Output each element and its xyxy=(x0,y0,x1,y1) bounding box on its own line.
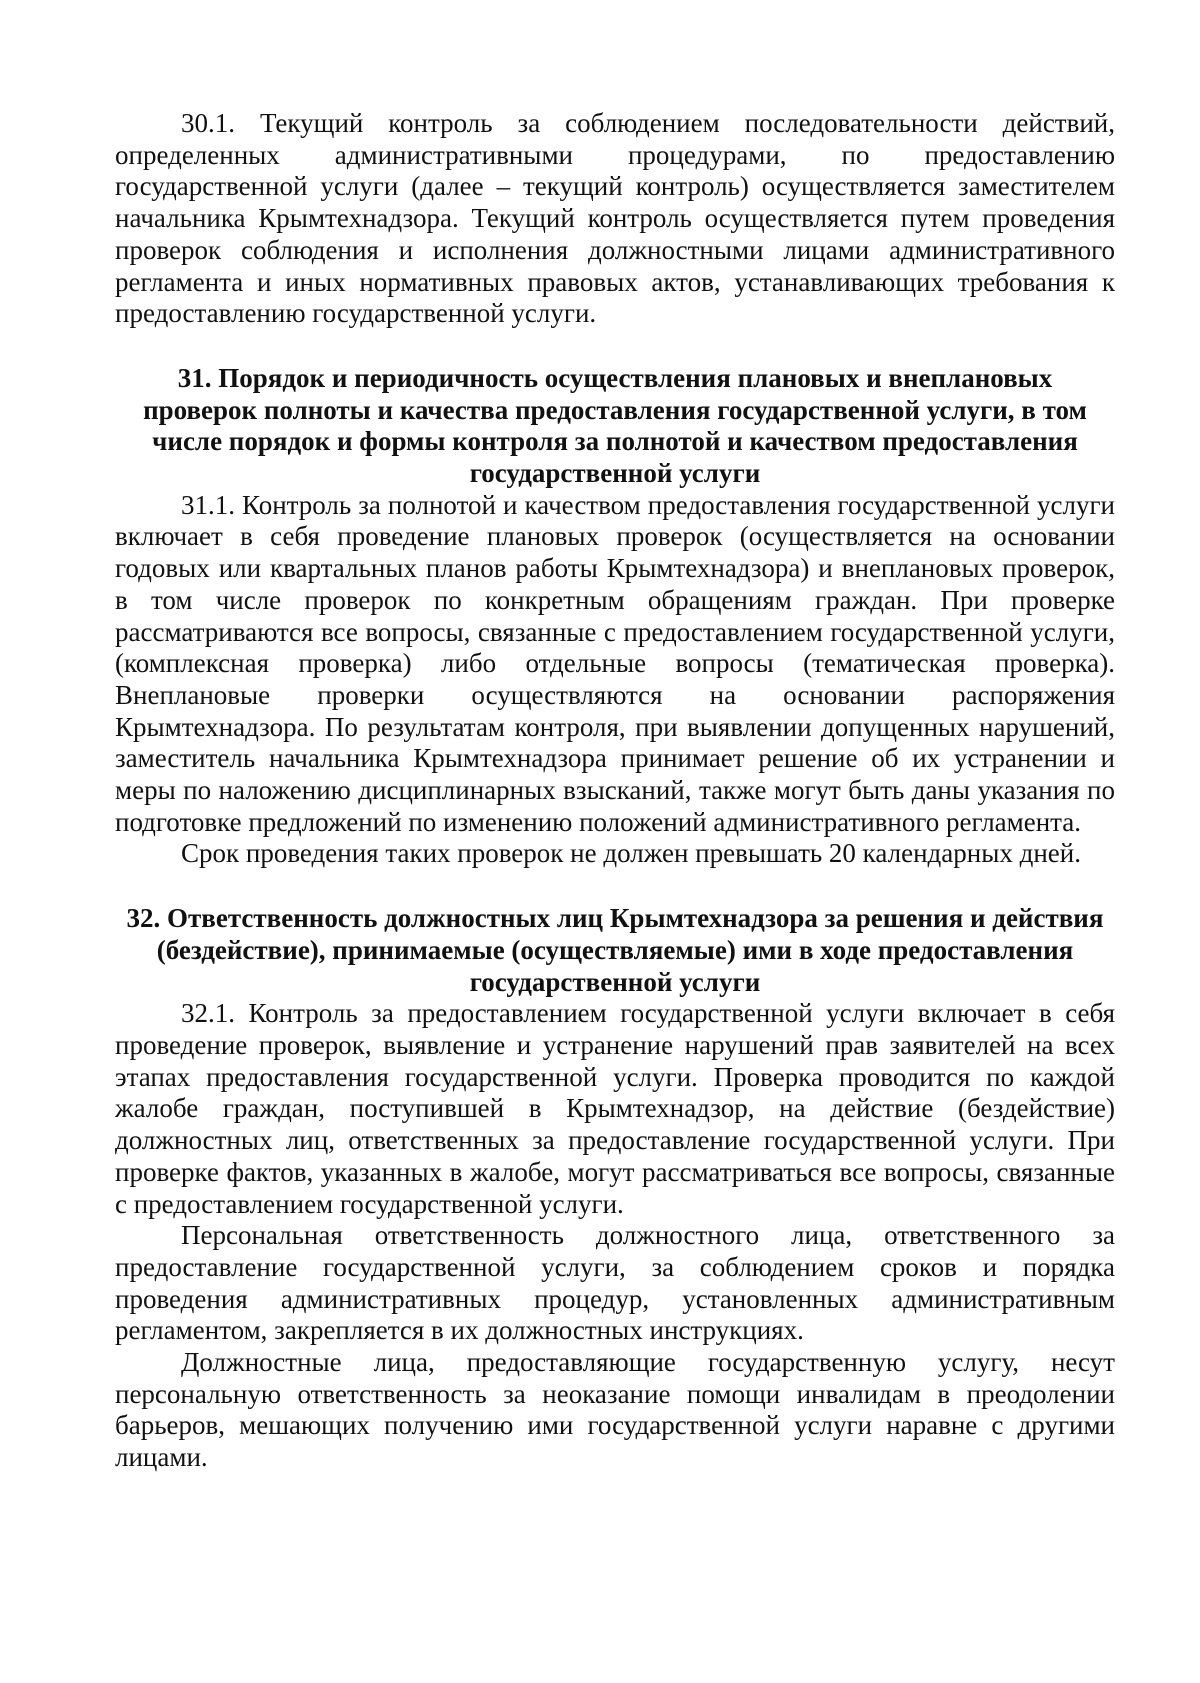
paragraph-32-personal: Персональная ответственность должностного лица, ответственного за предоставление государственной услуги, за соблюдением сроков и порядка проведения административных процедур, установленных административным регламентом, закрепляется в их должностных инструкциях. xyxy=(115,1220,1115,1346)
document-body xyxy=(115,108,1115,1474)
paragraph-32-disabled: Должностные лица, предоставляющие государственную услугу, несут персональную ответственность за неоказание помощи инвалидам в преодолении барьеров, мешающих получению ими государственной услуги наравне с другими лицами. xyxy=(115,1347,1115,1473)
paragraph-32-1: 32.1. Контроль за предоставлением государственной услуги включает в себя проведение проверок, выявление и устранение нарушений прав заявителей на всех этапах предоставления государственной услуги. Проверка проводится по каждой жалобе граждан, поступившей в Крымтехнадзор, на действие (бездействие) должностных лиц, ответственных за предоставление государственной услуги. При проверке фактов, указанных в жалобе, могут рассматриваться все вопросы, связанные с предоставлением государственной услуги. xyxy=(115,998,1115,1219)
paragraph-30-1: 30.1. Текущий контроль за соблюдением последовательности действий, определенных административными процедурами, по предоставлению государственной услуги (далее – текущий контроль) осуществляется заместителем начальника Крымтехнадзора. Текущий контроль осуществляется путем проведения проверок соблюдения и исполнения должностными лицами административного регламента и иных нормативных правовых актов, устанавливающих требования к предоставлению государственной услуги. xyxy=(115,108,1115,329)
paragraph-31-1: 31.1. Контроль за полнотой и качеством предоставления государственной услуги включает в себя проведение плановых проверок (осуществляется на основании годовых или квартальных планов работы Крымтехнадзора) и внеплановых проверок, в том числе проверок по конкретным обращениям граждан. При проверке рассматриваются все вопросы, связанные с предоставлением государственной услуги, (комплексная проверка) либо отдельные вопросы (тематическая проверка). Внеплановые проверки осуществляются на основании распоряжения Крымтехнадзора. По результатам контроля, при выявлении допущенных нарушений, заместитель начальника Крымтехнадзора принимает решение об их устранении и меры по наложению дисциплинарных взысканий, также могут быть даны указания по подготовке предложений по изменению положений административного регламента. xyxy=(115,489,1115,837)
section-heading-32: 32. Ответственность должностных лиц Крымтехнадзора за решения и действия (бездействие), принимаемые (осуществляемые) ими в ходе предоставления государственной услуги xyxy=(126,903,1104,997)
section-heading-31: 31. Порядок и периодичность осуществления плановых и внеплановых проверок полноты и качества предоставления государственной услуги, в том числе порядок и формы контроля за полнотой и качеством предоставления государственной услуги xyxy=(143,362,1087,489)
paragraph-31-term: Срок проведения таких проверок не должен превышать 20 календарных дней. xyxy=(181,838,1081,869)
